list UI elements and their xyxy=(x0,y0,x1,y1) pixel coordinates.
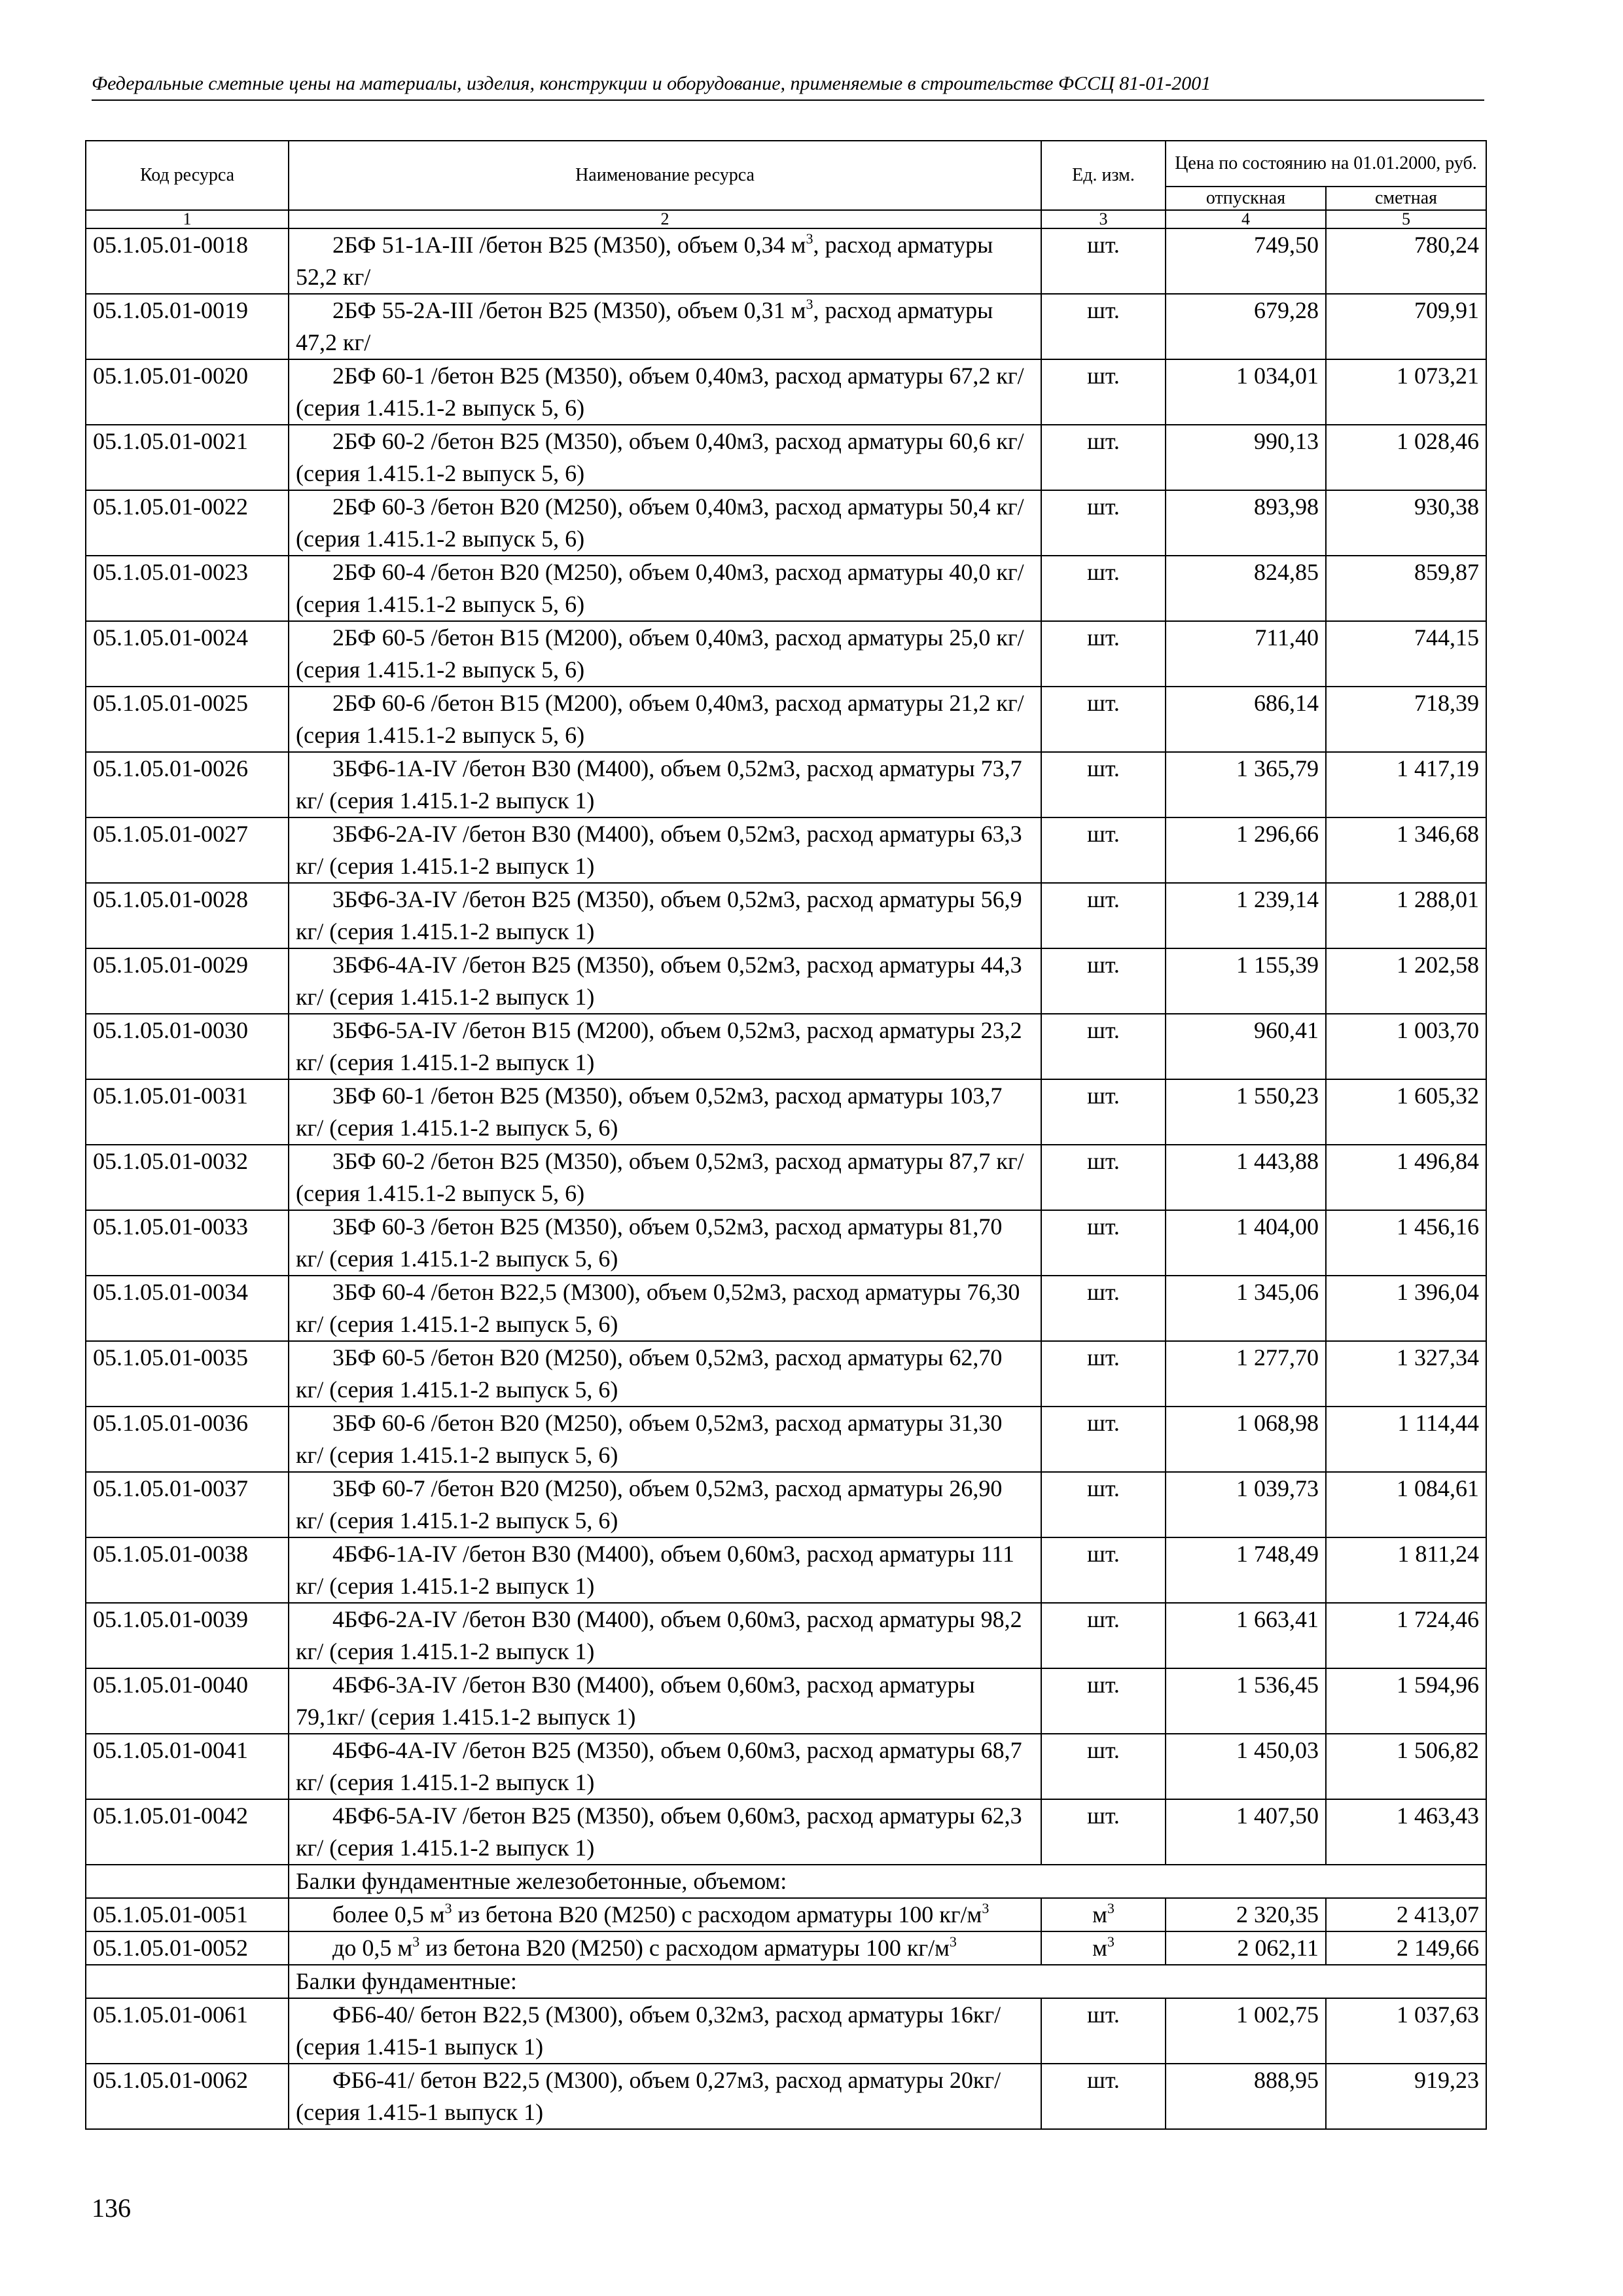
cell-estimate-price: 1 396,04 xyxy=(1326,1276,1486,1341)
cell-estimate-price: 1 288,01 xyxy=(1326,883,1486,948)
cell-name: 3БФ6-1А-IV /бетон В30 (М400), объем 0,52м3, расход арматуры 73,7 кг/ (серия 1.415.1-2 выпуск 1) xyxy=(289,752,1041,817)
table-row xyxy=(86,1341,1486,1407)
cell-estimate-price: 1 073,21 xyxy=(1326,359,1486,425)
cell-code: 05.1.05.01-0031 xyxy=(86,1079,289,1145)
price-table xyxy=(85,140,1487,2130)
cell-name: 3БФ 60-4 /бетон В22,5 (М300), объем 0,52м3, расход арматуры 76,30 кг/ (серия 1.415.1-2 выпуск 5, 6) xyxy=(289,1276,1041,1341)
cell-estimate-price: 1 346,68 xyxy=(1326,817,1486,883)
cell-release-price: 1 034,01 xyxy=(1166,359,1326,425)
cell-code: 05.1.05.01-0038 xyxy=(86,1537,289,1603)
cell-estimate-price: 1 506,82 xyxy=(1326,1734,1486,1799)
cell-release-price: 679,28 xyxy=(1166,294,1326,359)
table-row xyxy=(86,883,1486,948)
cell-unit: шт. xyxy=(1041,1014,1166,1079)
cell-release-price: 1 663,41 xyxy=(1166,1603,1326,1668)
column-number: 2 xyxy=(289,210,1041,228)
cell-name: 3БФ6-2А-IV /бетон В30 (М400), объем 0,52м3, расход арматуры 63,3 кг/ (серия 1.415.1-2 выпуск 1) xyxy=(289,817,1041,883)
table-row xyxy=(86,621,1486,687)
cell-code: 05.1.05.01-0023 xyxy=(86,556,289,621)
cell-release-price: 960,41 xyxy=(1166,1014,1326,1079)
column-number: 4 xyxy=(1166,210,1326,228)
cell-release-price: 1 450,03 xyxy=(1166,1734,1326,1799)
page-number: 136 xyxy=(92,2193,131,2223)
table-row xyxy=(86,687,1486,752)
cell-release-price: 1 039,73 xyxy=(1166,1472,1326,1537)
header-price: Цена по состоянию на 01.01.2000, руб. xyxy=(1166,141,1486,187)
cell-estimate-price: 1 037,63 xyxy=(1326,1998,1486,2064)
cell-release-price: 1 365,79 xyxy=(1166,752,1326,817)
cell-unit: шт. xyxy=(1041,1145,1166,1210)
cell-code: 05.1.05.01-0026 xyxy=(86,752,289,817)
cell-name: 2БФ 55-2А-III /бетон В25 (М350), объем 0,31 $м^3$, расход арматуры 47,2 кг/ xyxy=(289,294,1041,359)
cell-release-price: 1 155,39 xyxy=(1166,948,1326,1014)
table-row xyxy=(86,490,1486,556)
cell-release-price: 1 536,45 xyxy=(1166,1668,1326,1734)
cell-name: 3БФ6-4А-IV /бетон В25 (М350), объем 0,52м3, расход арматуры 44,3 кг/ (серия 1.415.1-2 выпуск 1) xyxy=(289,948,1041,1014)
cell-estimate-price: 1 463,43 xyxy=(1326,1799,1486,1865)
cell-name: 2БФ 60-1 /бетон В25 (М350), объем 0,40м3, расход арматуры 67,2 кг/ (серия 1.415.1-2 выпуск 5, 6) xyxy=(289,359,1041,425)
cell-unit: шт. xyxy=(1041,1341,1166,1407)
cell-name: 3БФ 60-7 /бетон В20 (М250), объем 0,52м3, расход арматуры 26,90 кг/ (серия 1.415.1-2 выпуск 5, 6) xyxy=(289,1472,1041,1537)
cell-name: 2БФ 51-1А-III /бетон В25 (М350), объем 0,34 $м^3$, расход арматуры 52,2 кг/ xyxy=(289,228,1041,294)
cell-release-price: 893,98 xyxy=(1166,490,1326,556)
cell-code: 05.1.05.01-0033 xyxy=(86,1210,289,1276)
cell-estimate-price: 1 114,44 xyxy=(1326,1407,1486,1472)
cell-release-price: 711,40 xyxy=(1166,621,1326,687)
cell-name: 2БФ 60-3 /бетон В20 (М250), объем 0,40м3, расход арматуры 50,4 кг/ (серия 1.415.1-2 выпуск 5, 6) xyxy=(289,490,1041,556)
cell-code: 05.1.05.01-0029 xyxy=(86,948,289,1014)
cell-name: 3БФ 60-1 /бетон В25 (М350), объем 0,52м3, расход арматуры 103,7 кг/ (серия 1.415.1-2 выпуск 5, 6) xyxy=(289,1079,1041,1145)
table-row xyxy=(86,817,1486,883)
cell-name: 2БФ 60-2 /бетон В25 (М350), объем 0,40м3, расход арматуры 60,6 кг/ (серия 1.415.1-2 выпуск 5, 6) xyxy=(289,425,1041,490)
cell-release-price: 1 404,00 xyxy=(1166,1210,1326,1276)
cell-unit: шт. xyxy=(1041,687,1166,752)
cell-estimate-price: 780,24 xyxy=(1326,228,1486,294)
cell-name: ФБ6-41/ бетон В22,5 (М300), объем 0,27м3, расход арматуры 20кг/ (серия 1.415-1 выпуск 1) xyxy=(289,2064,1041,2129)
page-header: Федеральные сметные цены на материалы, изделия, конструкции и оборудование, применяемые в строительстве ФССЦ 81-01-2001 xyxy=(92,71,1484,101)
table-row xyxy=(86,1537,1486,1603)
cell-name: 4БФ6-1А-IV /бетон В30 (М400), объем 0,60м3, расход арматуры 111 кг/ (серия 1.415.1-2 выпуск 1) xyxy=(289,1537,1041,1603)
cell-release-price: 1 407,50 xyxy=(1166,1799,1326,1865)
cell-release-price: 1 443,88 xyxy=(1166,1145,1326,1210)
cell-release-price: 1 277,70 xyxy=(1166,1341,1326,1407)
cell-name: 4БФ6-5А-IV /бетон В25 (М350), объем 0,60м3, расход арматуры 62,3 кг/ (серия 1.415.1-2 выпуск 1) xyxy=(289,1799,1041,1865)
cell-code: 05.1.05.01-0041 xyxy=(86,1734,289,1799)
cell-unit: шт. xyxy=(1041,2064,1166,2129)
cell-code: 05.1.05.01-0032 xyxy=(86,1145,289,1210)
cell-code: 05.1.05.01-0042 xyxy=(86,1799,289,1865)
cell-estimate-price: 919,23 xyxy=(1326,2064,1486,2129)
cell-release-price: 1 296,66 xyxy=(1166,817,1326,883)
cell-code: 05.1.05.01-0052 xyxy=(86,1931,289,1965)
cell-estimate-price: 1 202,58 xyxy=(1326,948,1486,1014)
cell-unit: шт. xyxy=(1041,294,1166,359)
cell-code: 05.1.05.01-0024 xyxy=(86,621,289,687)
header-unit: Ед. изм. xyxy=(1041,141,1166,210)
cell-estimate-price: 930,38 xyxy=(1326,490,1486,556)
cell-estimate-price: 1 594,96 xyxy=(1326,1668,1486,1734)
table-row xyxy=(86,1276,1486,1341)
cell-code: 05.1.05.01-0051 xyxy=(86,1898,289,1931)
cell-code: 05.1.05.01-0021 xyxy=(86,425,289,490)
cell-estimate-price: 1 327,34 xyxy=(1326,1341,1486,1407)
cell-unit: шт. xyxy=(1041,359,1166,425)
table-row xyxy=(86,1799,1486,1865)
cell-estimate-price: 1 811,24 xyxy=(1326,1537,1486,1603)
cell-estimate-price: 859,87 xyxy=(1326,556,1486,621)
cell-unit: шт. xyxy=(1041,490,1166,556)
cell-unit: шт. xyxy=(1041,621,1166,687)
section-title: Балки фундаментные железобетонные, объемом: xyxy=(289,1865,1486,1898)
column-number: 1 xyxy=(86,210,289,228)
cell-code: 05.1.05.01-0030 xyxy=(86,1014,289,1079)
section-row xyxy=(86,1865,1486,1898)
table-body xyxy=(86,228,1486,2129)
cell-name: 2БФ 60-5 /бетон В15 (М200), объем 0,40м3, расход арматуры 25,0 кг/ (серия 1.415.1-2 выпуск 5, 6) xyxy=(289,621,1041,687)
cell-unit: шт. xyxy=(1041,228,1166,294)
table-row xyxy=(86,1210,1486,1276)
cell-code: 05.1.05.01-0028 xyxy=(86,883,289,948)
cell-unit: шт. xyxy=(1041,1276,1166,1341)
cell-release-price: 686,14 xyxy=(1166,687,1326,752)
cell-release-price: 1 550,23 xyxy=(1166,1079,1326,1145)
header-estimate-price: сметная xyxy=(1326,187,1486,210)
cell-unit: шт. xyxy=(1041,1734,1166,1799)
cell-name: 2БФ 60-4 /бетон В20 (М250), объем 0,40м3, расход арматуры 40,0 кг/ (серия 1.415.1-2 выпуск 5, 6) xyxy=(289,556,1041,621)
table-row xyxy=(86,752,1486,817)
cell-release-price: 888,95 xyxy=(1166,2064,1326,2129)
cell-release-price: 824,85 xyxy=(1166,556,1326,621)
cell-release-price: 749,50 xyxy=(1166,228,1326,294)
cell-unit: шт. xyxy=(1041,425,1166,490)
table-row xyxy=(86,556,1486,621)
cell-unit: шт. xyxy=(1041,948,1166,1014)
table-row xyxy=(86,1407,1486,1472)
cell-unit: шт. xyxy=(1041,817,1166,883)
cell-unit: шт. xyxy=(1041,1079,1166,1145)
cell-unit: шт. xyxy=(1041,883,1166,948)
table-row xyxy=(86,294,1486,359)
table-row xyxy=(86,948,1486,1014)
cell-name: 3БФ6-5А-IV /бетон В15 (М200), объем 0,52м3, расход арматуры 23,2 кг/ (серия 1.415.1-2 выпуск 1) xyxy=(289,1014,1041,1079)
cell-unit: $м^3$ xyxy=(1041,1898,1166,1931)
cell-release-price: 1 748,49 xyxy=(1166,1537,1326,1603)
cell-estimate-price: 1 028,46 xyxy=(1326,425,1486,490)
cell-code: 05.1.05.01-0022 xyxy=(86,490,289,556)
cell-estimate-price: 1 496,84 xyxy=(1326,1145,1486,1210)
header-release-price: отпускная xyxy=(1166,187,1326,210)
table-row xyxy=(86,1603,1486,1668)
cell-estimate-price: 1 417,19 xyxy=(1326,752,1486,817)
table-row xyxy=(86,1734,1486,1799)
cell-name: ФБ6-40/ бетон В22,5 (М300), объем 0,32м3, расход арматуры 16кг/ (серия 1.415-1 выпуск 1) xyxy=(289,1998,1041,2064)
cell-code: 05.1.05.01-0020 xyxy=(86,359,289,425)
cell-release-price: 1 068,98 xyxy=(1166,1407,1326,1472)
table-row xyxy=(86,1472,1486,1537)
cell-unit: шт. xyxy=(1041,1210,1166,1276)
cell-estimate-price: 1 724,46 xyxy=(1326,1603,1486,1668)
cell-code: 05.1.05.01-0062 xyxy=(86,2064,289,2129)
cell-code: 05.1.05.01-0018 xyxy=(86,228,289,294)
cell-name: 3БФ 60-3 /бетон В25 (М350), объем 0,52м3, расход арматуры 81,70 кг/ (серия 1.415.1-2 выпуск 5, 6) xyxy=(289,1210,1041,1276)
cell-code: 05.1.05.01-0019 xyxy=(86,294,289,359)
cell-estimate-price: 1 003,70 xyxy=(1326,1014,1486,1079)
cell-unit: $м^3$ xyxy=(1041,1931,1166,1965)
cell-code: 05.1.05.01-0039 xyxy=(86,1603,289,1668)
column-number: 5 xyxy=(1326,210,1486,228)
cell-unit: шт. xyxy=(1041,1799,1166,1865)
table-row xyxy=(86,1079,1486,1145)
cell-estimate-price: 1 456,16 xyxy=(1326,1210,1486,1276)
cell-code: 05.1.05.01-0025 xyxy=(86,687,289,752)
cell-code: 05.1.05.01-0034 xyxy=(86,1276,289,1341)
table-row xyxy=(86,1014,1486,1079)
cell-release-price: 1 002,75 xyxy=(1166,1998,1326,2064)
cell-name: 3БФ6-3А-IV /бетон В25 (М350), объем 0,52м3, расход арматуры 56,9 кг/ (серия 1.415.1-2 выпуск 1) xyxy=(289,883,1041,948)
table-row xyxy=(86,1931,1486,1965)
section-row xyxy=(86,1965,1486,1998)
cell-release-price: 1 239,14 xyxy=(1166,883,1326,948)
table-row xyxy=(86,1145,1486,1210)
header-name: Наименование ресурса xyxy=(289,141,1041,210)
section-title: Балки фундаментные: xyxy=(289,1965,1486,1998)
cell-release-price: 990,13 xyxy=(1166,425,1326,490)
cell-name: 3БФ 60-6 /бетон В20 (М250), объем 0,52м3, расход арматуры 31,30 кг/ (серия 1.415.1-2 выпуск 5, 6) xyxy=(289,1407,1041,1472)
cell-code: 05.1.05.01-0036 xyxy=(86,1407,289,1472)
header-code: Код ресурса xyxy=(86,141,289,210)
cell-unit: шт. xyxy=(1041,1407,1166,1472)
cell-name: 4БФ6-2А-IV /бетон В30 (М400), объем 0,60м3, расход арматуры 98,2 кг/ (серия 1.415.1-2 выпуск 1) xyxy=(289,1603,1041,1668)
cell-estimate-price: 709,91 xyxy=(1326,294,1486,359)
table-row xyxy=(86,228,1486,294)
cell-code: 05.1.05.01-0035 xyxy=(86,1341,289,1407)
cell-code: 05.1.05.01-0061 xyxy=(86,1998,289,2064)
table-row xyxy=(86,1898,1486,1931)
cell-unit: шт. xyxy=(1041,1998,1166,2064)
cell-estimate-price: 744,15 xyxy=(1326,621,1486,687)
cell-unit: шт. xyxy=(1041,556,1166,621)
cell-name: 3БФ 60-5 /бетон В20 (М250), объем 0,52м3, расход арматуры 62,70 кг/ (серия 1.415.1-2 выпуск 5, 6) xyxy=(289,1341,1041,1407)
cell-code: 05.1.05.01-0027 xyxy=(86,817,289,883)
cell-name: 2БФ 60-6 /бетон В15 (М200), объем 0,40м3, расход арматуры 21,2 кг/ (серия 1.415.1-2 выпуск 5, 6) xyxy=(289,687,1041,752)
table-row xyxy=(86,1998,1486,2064)
cell-release-price: 2 320,35 xyxy=(1166,1898,1326,1931)
table-row xyxy=(86,359,1486,425)
cell-unit: шт. xyxy=(1041,1537,1166,1603)
cell-estimate-price: 2 413,07 xyxy=(1326,1898,1486,1931)
cell-code: 05.1.05.01-0040 xyxy=(86,1668,289,1734)
cell-release-price: 2 062,11 xyxy=(1166,1931,1326,1965)
table-row xyxy=(86,2064,1486,2129)
cell-estimate-price: 718,39 xyxy=(1326,687,1486,752)
cell-name: 3БФ 60-2 /бетон В25 (М350), объем 0,52м3, расход арматуры 87,7 кг/ (серия 1.415.1-2 выпуск 5, 6) xyxy=(289,1145,1041,1210)
cell-estimate-price: 1 605,32 xyxy=(1326,1079,1486,1145)
cell-code xyxy=(86,1965,289,1998)
cell-code xyxy=(86,1865,289,1898)
cell-name: 4БФ6-3А-IV /бетон В30 (М400), объем 0,60м3, расход арматуры 79,1кг/ (серия 1.415.1-2 выпуск 1) xyxy=(289,1668,1041,1734)
cell-release-price: 1 345,06 xyxy=(1166,1276,1326,1341)
cell-name: более 0,5 $м^3$ из бетона В20 (М250) с расходом арматуры 100 $кг/м^3$ xyxy=(289,1898,1041,1931)
table-row xyxy=(86,425,1486,490)
cell-estimate-price: 1 084,61 xyxy=(1326,1472,1486,1537)
cell-unit: шт. xyxy=(1041,1603,1166,1668)
cell-estimate-price: 2 149,66 xyxy=(1326,1931,1486,1965)
cell-name: до 0,5 $м^3$ из бетона В20 (М250) с расходом арматуры 100 $кг/м^3$ xyxy=(289,1931,1041,1965)
table-row xyxy=(86,1668,1486,1734)
cell-code: 05.1.05.01-0037 xyxy=(86,1472,289,1537)
cell-name: 4БФ6-4А-IV /бетон В25 (М350), объем 0,60м3, расход арматуры 68,7 кг/ (серия 1.415.1-2 выпуск 1) xyxy=(289,1734,1041,1799)
cell-unit: шт. xyxy=(1041,1472,1166,1537)
cell-unit: шт. xyxy=(1041,1668,1166,1734)
cell-unit: шт. xyxy=(1041,752,1166,817)
column-number: 3 xyxy=(1041,210,1166,228)
